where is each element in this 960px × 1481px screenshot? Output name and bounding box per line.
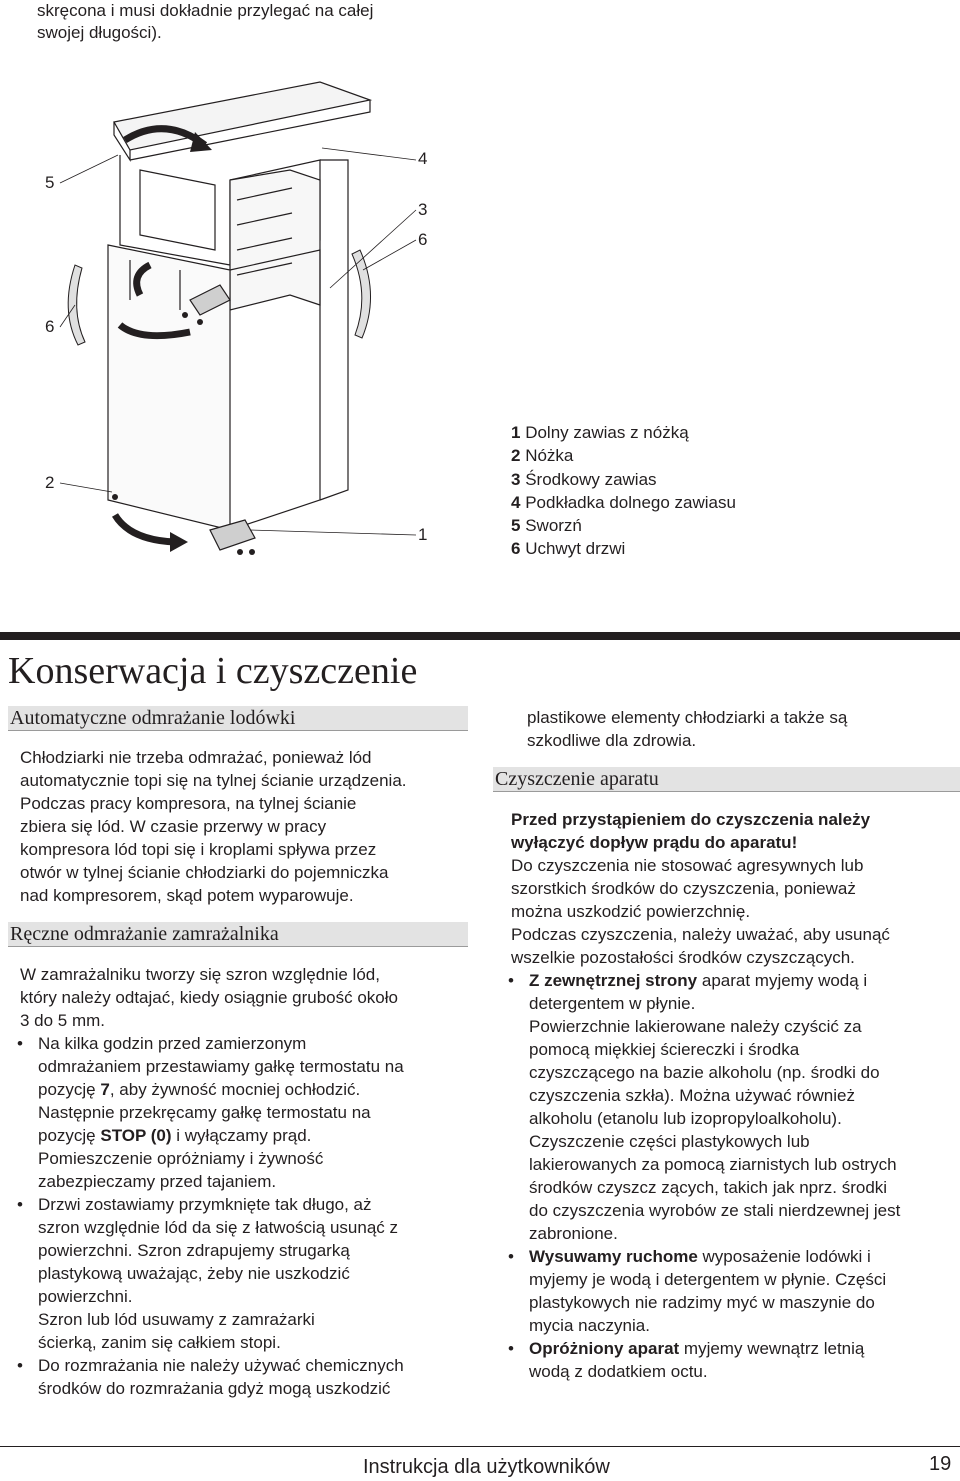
list-item: • Opróżniony aparat myjemy wewnątrz letnią wodą z dodatkiem octu. (499, 1337, 960, 1383)
lower-door (108, 245, 230, 530)
section-rule (0, 632, 960, 640)
list-item: • Do rozmrażania nie należy używać chemicznych środków do rozmrażania gdyż mogą uszkodzić (8, 1354, 468, 1400)
list-item: • Z zewnętrznej strony aparat myjemy wodą i detergentem w płynie. Powierzchnie lakierowane należy czyścić za pomocą miękkiej ściereczki i środka czyszczącego na bazie alkoholu (np. środki do czyszczenia szkła). Można używać również alkoholu (etanolu lub izopropyloalkoholu). Czyszczenie części plastykowych lub lakierowanych za pomocą ziarnistych lub ostrych środków czyszcz zących, takich jak nprz. środki do czyszczenia wyrobów ze stali nierdzewnej jest zabronione. (499, 969, 960, 1245)
heading-manual-defrost: Ręczne odmrażanie zamrażalnika (8, 922, 468, 947)
cleaning-steps-list (493, 969, 960, 1383)
callout-6: 6 (45, 317, 55, 336)
right-column (493, 706, 960, 1383)
paragraph-cleaning: Do czyszczenia nie stosować agresywnych lub szorstkich środków do czyszczenia, ponieważ można uszkodzić powierzchnię. Podczas czyszczenia, należy uważać, aby usunąć wszelkie pozostałości środków czyszczących. (511, 856, 890, 967)
intro-line: swojej długości). (37, 23, 162, 42)
paragraph-continuation: plastikowe elementy chłodziarki a także są szkodliwe dla zdrowia. (527, 708, 848, 750)
callout-4: 4 (418, 149, 428, 168)
left-column (8, 706, 468, 1400)
freezer-compartment (120, 155, 230, 265)
legend-item: 4 Podkładka dolnego zawiasu (511, 492, 736, 512)
door-handle-right (352, 250, 371, 338)
callout-6: 6 (418, 230, 428, 249)
paragraph-auto-defrost: Chłodziarki nie trzeba odmrażać, ponieważ lód automatycznie topi się na tylnej ścianie urządzenia. Podczas pracy kompresora, na tylnej ścianie zbiera się lód. W czasie przerwy w pracy kompresora lód topi się i kroplami spływa przez otwór w tylnej ścianie chłodziarki do pojemniczka nad kompresorem, skąd potem wyparowuje. (20, 748, 407, 905)
legend-item: 5 Sworzń (511, 516, 582, 536)
intro-text (37, 0, 457, 44)
callout-1: 1 (418, 525, 428, 544)
legend-item: 6 Uchwyt drzwi (511, 539, 626, 559)
callout-3: 3 (418, 200, 428, 219)
legend-item: 2 Nóżka (511, 446, 574, 466)
refrigerator-door-reversal-illustration (30, 60, 450, 580)
top-cover (114, 82, 370, 150)
list-item: • Na kilka godzin przed zamierzonym odmrażaniem przestawiamy gałkę termostatu na pozycję 7, aby żywność mocniej ochłodzić. Następnie przekręcamy gałkę termostatu na pozycję STOP (0) i wyłączamy prąd. Pomieszczenie opróżniamy i żywność zabezpieczamy przed tajaniem. (8, 1032, 468, 1193)
heading-cleaning: Czyszczenie aparatu (493, 767, 960, 792)
intro-line: skręcona i musi dokładnie przylegać na całej (37, 1, 374, 20)
list-item: • Drzwi zostawiamy przymknięte tak długo, aż szron względnie lód da się z łatwością usunąć z powierzchni. Szron zdrapujemy strugarką plastykową uważając, żeby nie uszkodzić powierzchni. Szron lub lód usuwamy z zamrażarki ścierką, zanim się całkiem stopi. (8, 1193, 468, 1354)
defrost-steps-list (8, 1032, 468, 1400)
arrow (115, 515, 175, 542)
section-title: Konserwacja i czyszczenie (8, 650, 418, 692)
footer-title: Instrukcja dla użytkowników (363, 1456, 610, 1478)
upper-door (230, 170, 320, 310)
page-number: 19 (929, 1453, 952, 1475)
legend-item: 3 Środkowy zawias (511, 469, 657, 489)
door-handle-left (68, 265, 85, 345)
list-item: • Wysuwamy ruchome wyposażenie lodówki i myjemy je wodą i detergentem w płynie. Części plastykowych nie radzimy myć w maszynie do mycia naczynia. (499, 1245, 960, 1337)
legend-item: 1 Dolny zawias z nóżką (511, 423, 689, 442)
heading-auto-defrost: Automatyczne odmrażanie lodówki (8, 706, 468, 731)
callout-2: 2 (45, 473, 55, 492)
callout-5: 5 (45, 173, 55, 192)
cleaning-warning: Przed przystąpieniem do czyszczenia należy wyłączyć dopływ prądu do aparatu! (511, 810, 871, 852)
figure-legend (511, 421, 736, 561)
paragraph-manual-defrost: W zamrażalniku tworzy się szron względnie lód, który należy odtajać, kiedy osiągnie grubość około 3 do 5 mm. (20, 965, 398, 1030)
footer-rule (0, 1446, 960, 1447)
